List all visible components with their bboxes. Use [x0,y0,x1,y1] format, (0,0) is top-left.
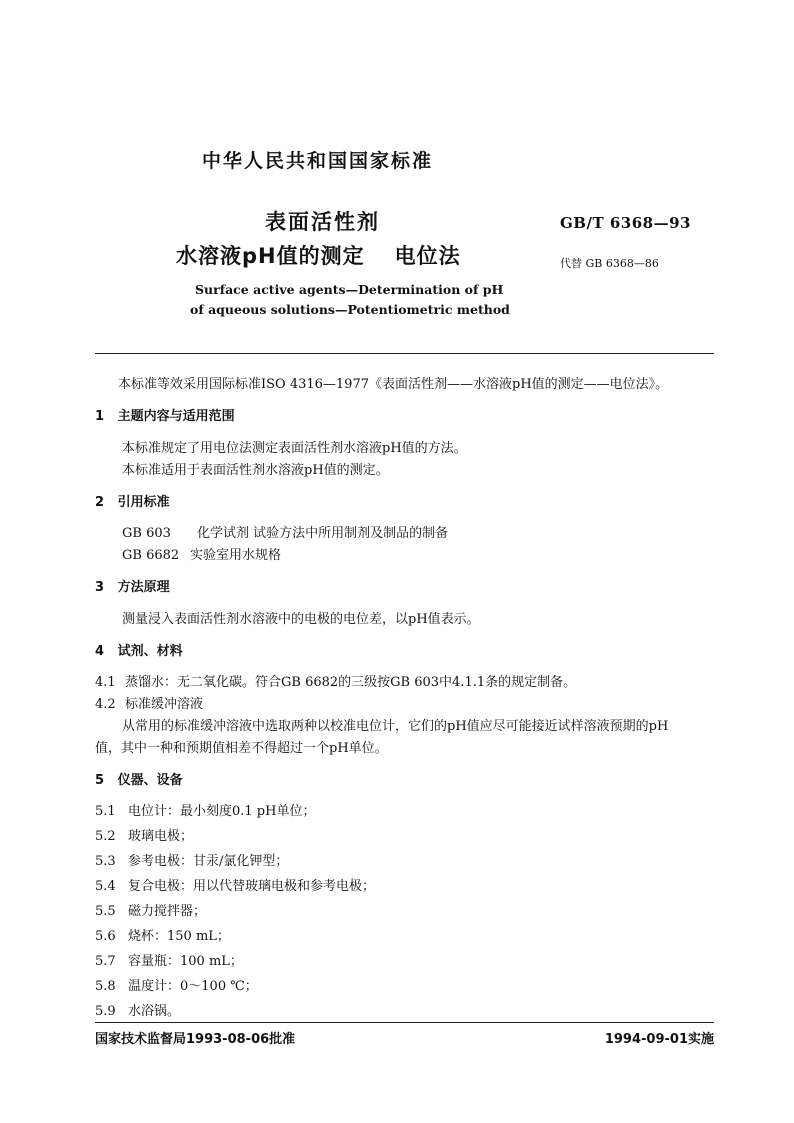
section-2-title: 引用标准 [117,495,170,510]
item-4-2-text: 标准缓冲溶液 [125,697,204,712]
item-4-2-paragraph-line-1: 从常用的标准缓冲溶液中选取两种以校准电位计，它们的pH值应尽可能接近试样溶液预期的pH [122,719,669,734]
equipment-number: 5.1 [95,804,116,819]
equipment-text: 磁力搅拌器； [128,904,207,919]
effective-date: 1994-09-01实施 [604,1032,714,1047]
equipment-text: 温度计：0～100 ℃； [128,979,258,994]
section-1-heading [95,405,235,424]
equipment-item [95,875,375,894]
english-title-line-1: Surface active agents—Determination of pH [195,282,504,297]
title-line-2-method: 水溶液pH值的测定 [176,244,365,268]
section-3-heading [95,576,170,595]
item-4-2-paragraph-line-2: 值，其中一种和预期值相差不得超过一个pH单位。 [95,741,388,756]
equipment-text: 玻璃电极； [128,829,194,844]
replaces-standard: 代替 GB 6368—86 [560,257,659,270]
section-2-number: 2 [95,495,105,510]
section-5-heading [95,769,183,788]
equipment-item [95,1000,180,1019]
reference-2-text: 实验室用水规格 [190,548,282,563]
equipment-item [95,825,193,844]
equipment-text: 参考电极：甘汞/氯化钾型； [128,854,289,869]
equipment-item [95,800,315,819]
section-5-number: 5 [95,773,105,788]
equipment-text: 烧杯：150 mL； [128,929,230,944]
equipment-number: 5.9 [95,1004,116,1019]
equipment-text: 电位计：最小刻度0.1 pH单位； [128,804,316,819]
equipment-item [95,975,258,994]
section-1-paragraph-1: 本标准规定了用电位法测定表面活性剂水溶液pH值的方法。 [122,441,467,456]
title-line-1: 表面活性剂 [265,210,380,234]
intro-paragraph: 本标准等效采用国际标准ISO 4316—1977《表面活性剂——水溶液pH值的测定——电位法》。 [118,377,669,392]
section-3-number: 3 [95,580,105,595]
item-4-2-number: 4.2 [95,697,116,712]
footer-divider [95,1022,714,1023]
national-standard-heading: 中华人民共和国国家标准 [202,150,434,172]
title-line-2 [176,240,461,270]
equipment-number: 5.6 [95,929,116,944]
equipment-item [95,950,243,969]
section-4-number: 4 [95,644,105,659]
equipment-text: 水浴锅。 [128,1004,181,1019]
equipment-number: 5.8 [95,979,116,994]
section-3-title: 方法原理 [117,580,170,595]
header-divider [95,353,714,354]
section-4-title: 试剂、材料 [117,644,183,659]
reference-1-text: 化学试剂 试验方法中所用制剂及制品的制备 [197,526,449,541]
standard-number: GB/T 6368—93 [560,214,691,232]
item-4-1 [95,671,576,690]
reference-2-code: GB 6682 [122,548,180,563]
item-4-1-number: 4.1 [95,675,116,690]
section-2-heading [95,491,170,510]
section-1-number: 1 [95,409,105,424]
section-5-title: 仪器、设备 [117,773,183,788]
section-4-heading [95,640,183,659]
section-1-title: 主题内容与适用范围 [117,409,235,424]
equipment-item [95,900,206,919]
reference-2 [122,544,281,563]
equipment-item [95,850,288,869]
equipment-item [95,925,230,944]
approval-line: 国家技术监督局1993-08-06批准 [95,1032,296,1047]
english-title-line-2: of aqueous solutions—Potentiometric method [190,302,510,317]
equipment-number: 5.3 [95,854,116,869]
section-3-paragraph: 测量浸入表面活性剂水溶液中的电极的电位差，以pH值表示。 [122,612,480,627]
title-line-2-potentiometric: 电位法 [394,244,461,268]
equipment-number: 5.5 [95,904,116,919]
item-4-2 [95,693,203,712]
item-4-1-text: 蒸馏水：无二氧化碳。符合GB 6682的三级按GB 603中4.1.1条的规定制备。 [125,675,577,690]
equipment-text: 复合电极：用以代替玻璃电极和参考电极； [128,879,376,894]
reference-1 [122,522,448,541]
reference-1-code: GB 603 [122,526,171,541]
equipment-number: 5.4 [95,879,116,894]
equipment-number: 5.2 [95,829,116,844]
equipment-number: 5.7 [95,954,116,969]
equipment-text: 容量瓶：100 mL； [128,954,243,969]
section-1-paragraph-2: 本标准适用于表面活性剂水溶液pH值的测定。 [122,463,389,478]
